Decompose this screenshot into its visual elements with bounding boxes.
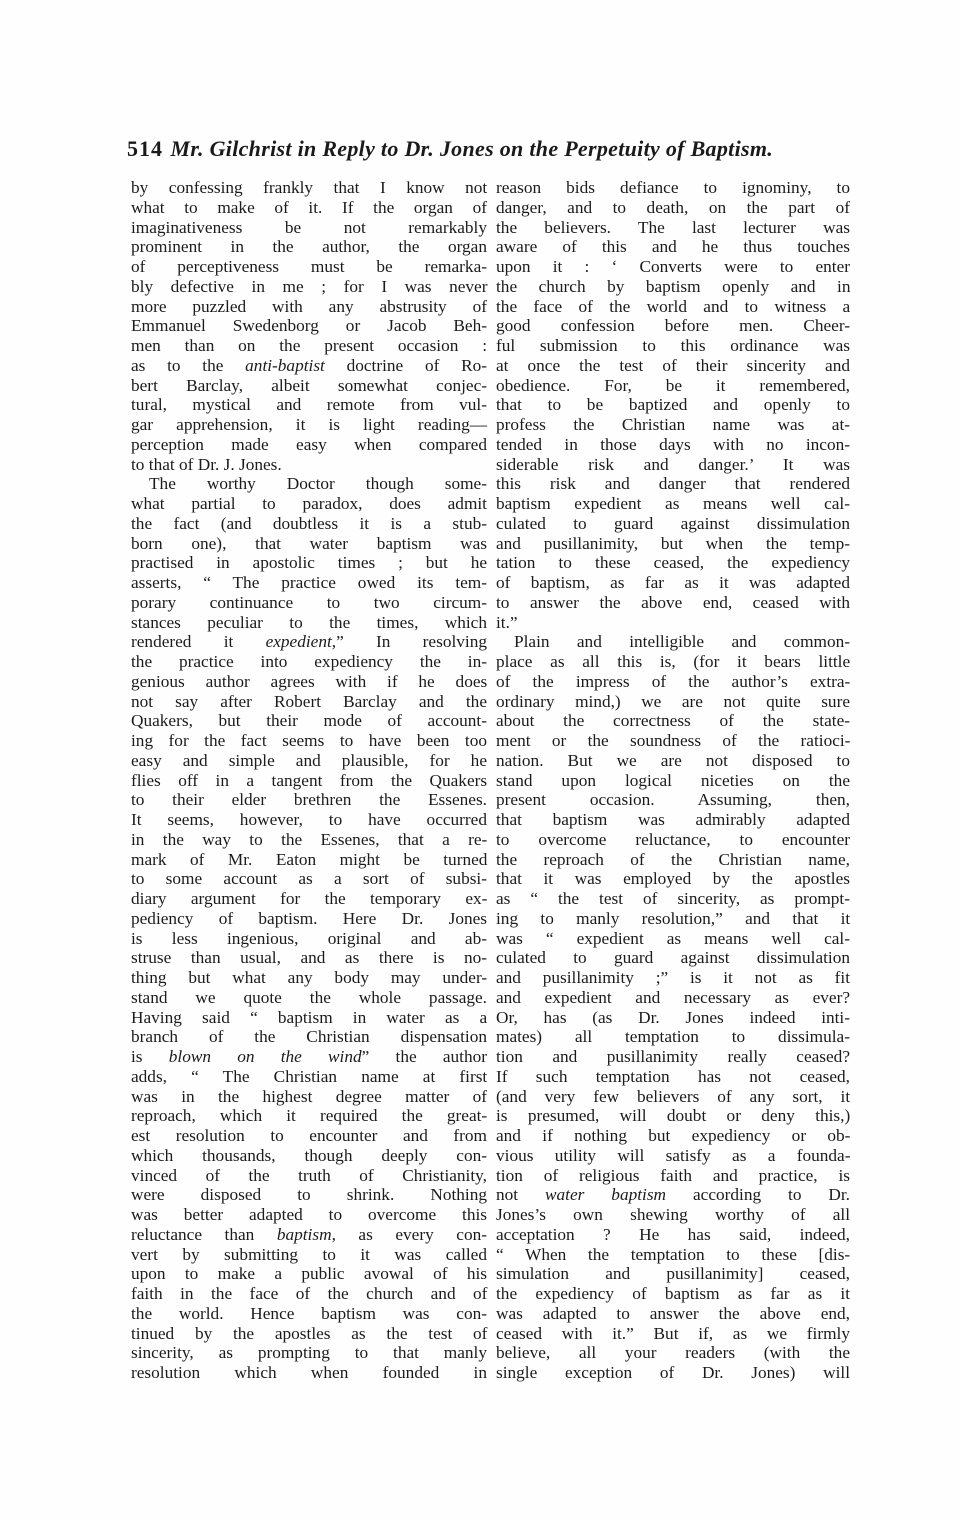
line-text: thing but what any body may under-	[131, 968, 488, 987]
line-text: and pusillanimity ;” is it not as fit	[496, 968, 850, 987]
text-line	[131, 1363, 487, 1383]
text-line	[131, 395, 487, 415]
text-line	[131, 376, 487, 396]
line-text: perception made easy when compared	[131, 434, 487, 454]
text-line	[131, 692, 487, 712]
text-line	[131, 1343, 487, 1363]
line-text: vious utility will satisfy as a founda-	[496, 1145, 851, 1165]
line-text: which thousands, though deeply con-	[131, 1145, 487, 1165]
line-text: ordinary mind,) we are not quite sure	[496, 691, 850, 711]
line-text: reluctance than	[131, 1224, 277, 1244]
line-text: If such temptation has not ceased,	[496, 1066, 850, 1086]
text-line	[496, 1245, 850, 1265]
line-text: the practice into expediency the in-	[131, 652, 487, 671]
line-text-after: ” In resolving	[336, 632, 487, 652]
text-line	[496, 948, 850, 968]
line-text: faith in the face of the church and of	[131, 1284, 488, 1303]
text-line	[131, 297, 487, 317]
text-line	[131, 850, 487, 870]
line-text: ment or the soundness of the ratioci-	[496, 731, 851, 750]
text-line	[131, 1087, 487, 1107]
line-text: easy and simple and plausible, for he	[131, 750, 487, 770]
text-line	[496, 573, 850, 593]
text-line	[131, 1126, 487, 1146]
line-text: siderable risk and danger.’ It was	[496, 454, 850, 474]
text-line	[131, 830, 487, 850]
text-line	[496, 1126, 850, 1146]
line-text: aware of this and he thus touches	[496, 237, 850, 257]
text-line	[496, 198, 850, 218]
text-line	[496, 1284, 850, 1304]
text-line	[496, 850, 850, 870]
text-line	[496, 1343, 850, 1363]
text-line	[131, 198, 487, 218]
line-text: adds, “ The Christian name at first	[131, 1066, 488, 1086]
line-text: resolution which when founded in	[131, 1363, 487, 1382]
line-text: as to the	[131, 355, 246, 375]
line-text: genious author agrees with if he does	[131, 671, 488, 691]
line-text: of the impress of the author’s extra-	[496, 671, 851, 691]
line-text: imaginativeness be not remarkably	[131, 217, 487, 237]
text-line	[496, 494, 850, 514]
text-line	[496, 297, 850, 317]
text-line	[131, 593, 487, 613]
line-text: was better adapted to overcome this	[131, 1205, 487, 1224]
line-text: tended in those days with no incon-	[496, 434, 850, 454]
text-line	[131, 810, 487, 830]
line-text: the reproach of the Christian name,	[496, 849, 850, 869]
line-text: upon it : ‘ Converts were to enter	[496, 257, 850, 276]
text-line	[131, 771, 487, 791]
text-line	[131, 178, 487, 198]
line-text: the expediency of baptism as far as it	[496, 1284, 850, 1303]
line-text: ing to manly resolution,” and that it	[496, 908, 851, 928]
line-text-after: , as every con-	[331, 1224, 487, 1244]
text-line	[496, 553, 850, 573]
left-column	[131, 178, 487, 1383]
text-line	[496, 376, 850, 396]
text-line	[131, 415, 487, 435]
text-line	[131, 889, 487, 909]
text-line	[131, 1027, 487, 1047]
line-text: culated to guard against dissimulation	[496, 513, 850, 533]
text-line	[131, 494, 487, 514]
text-line	[496, 790, 850, 810]
line-text: ing for the fact seems to have been too	[131, 731, 487, 750]
line-text: Jones’s own shewing worthy of all	[496, 1205, 850, 1224]
italic-text: baptism	[276, 1224, 332, 1244]
italic-text: blown on the wind	[168, 1047, 362, 1066]
text-line	[496, 316, 850, 336]
right-column	[496, 178, 850, 1383]
text-line	[496, 1324, 850, 1344]
line-text: “ When the temptation to these [dis-	[496, 1244, 851, 1264]
italic-text: anti-baptist	[245, 355, 325, 375]
line-text: the believers. The last lecturer was	[496, 217, 850, 237]
text-line	[496, 1067, 850, 1087]
text-line	[496, 632, 850, 652]
text-line	[131, 316, 487, 336]
line-text: place as all this is, (for it bears little	[496, 652, 851, 671]
line-text: present occasion. Assuming, then,	[496, 790, 850, 810]
line-text: as “ the test of sincerity, as prompt-	[496, 889, 850, 908]
text-line	[131, 1166, 487, 1186]
line-text: of perceptiveness must be remarka-	[131, 257, 487, 276]
text-line	[496, 178, 850, 198]
line-text: stand we quote the whole passage.	[131, 987, 487, 1007]
line-text: (and very few believers of any sort, it	[496, 1086, 851, 1106]
text-line	[496, 692, 850, 712]
text-line	[131, 1047, 487, 1067]
line-text: The worthy Doctor though some-	[149, 474, 487, 494]
line-text: struse than usual, and as there is no-	[131, 948, 487, 968]
line-text: tion and pusillanimity really ceased?	[496, 1047, 850, 1066]
text-line	[131, 1324, 487, 1344]
text-line	[496, 534, 850, 554]
line-text: Emmanuel Swedenborg or Jacob Beh-	[131, 316, 487, 336]
line-text: Quakers, but their mode of account-	[131, 711, 487, 731]
text-line	[496, 1185, 850, 1205]
line-text: culated to guard against dissimulation	[496, 948, 850, 968]
text-line	[131, 277, 487, 297]
text-line	[131, 435, 487, 455]
text-line	[496, 218, 850, 238]
text-line	[496, 257, 850, 277]
line-text: branch of the Christian dispensation	[131, 1027, 487, 1047]
text-line	[496, 1264, 850, 1284]
line-text-after: doctrine of Ro-	[324, 355, 487, 375]
line-text: to some account as a sort of subsi-	[131, 869, 487, 889]
text-line	[131, 869, 487, 889]
line-text: what partial to paradox, does admit	[131, 494, 487, 513]
line-text: not say after Robert Barclay and the	[131, 691, 487, 711]
line-text: bert Barclay, albeit somewhat conjec-	[131, 375, 487, 395]
line-text: more puzzled with any abstrusity of	[131, 296, 487, 316]
line-text: It seems, however, to have occurred	[131, 810, 487, 829]
text-line	[131, 731, 487, 751]
text-line	[496, 830, 850, 850]
text-line	[131, 929, 487, 949]
text-line	[131, 790, 487, 810]
text-line	[131, 948, 487, 968]
line-text: asserts, “ The practice owed its tem-	[131, 573, 487, 592]
text-line	[131, 1205, 487, 1225]
line-text: and expedient and necessary as ever?	[496, 987, 850, 1007]
text-line	[496, 711, 850, 731]
text-line	[496, 435, 850, 455]
text-line	[131, 1284, 487, 1304]
line-text: profess the Christian name was at-	[496, 415, 850, 434]
line-text: to their elder brethren the Essenes.	[131, 790, 487, 810]
line-text: baptism expedient as means well cal-	[496, 494, 850, 513]
line-text: in the way to the Essenes, that a re-	[131, 829, 488, 849]
line-text: stances peculiar to the times, which	[131, 612, 487, 632]
text-line	[496, 889, 850, 909]
line-text: it.”	[496, 612, 518, 632]
text-line	[496, 237, 850, 257]
text-line	[131, 1264, 487, 1284]
text-line	[131, 1067, 487, 1087]
text-line	[496, 771, 850, 791]
text-line	[496, 672, 850, 692]
text-line	[131, 356, 487, 376]
line-text: is less ingenious, original and ab-	[131, 928, 487, 948]
line-text: was in the highest degree matter of	[131, 1086, 487, 1106]
text-line	[131, 988, 487, 1008]
text-line	[496, 395, 850, 415]
line-text: porary continuance to two circum-	[131, 592, 487, 612]
line-text: mark of Mr. Eaton might be turned	[131, 849, 488, 869]
line-text: Plain and intelligible and common-	[514, 632, 850, 652]
text-line	[131, 1245, 487, 1265]
text-line	[496, 1087, 850, 1107]
text-line	[131, 553, 487, 573]
text-line	[131, 1304, 487, 1324]
text-line	[131, 1146, 487, 1166]
line-text: acceptation ? He has said, indeed,	[496, 1224, 850, 1244]
line-text: good confession before men. Cheer-	[496, 316, 850, 336]
line-text: sincerity, as prompting to that manly	[131, 1343, 487, 1363]
text-line	[496, 277, 850, 297]
text-line	[496, 929, 850, 949]
line-text: simulation and pusillanimity] ceased,	[496, 1264, 850, 1284]
line-text: was adapted to answer the above end,	[496, 1303, 850, 1323]
line-text: tinued by the apostles as the test of	[131, 1323, 488, 1343]
line-text: bly defective in me ; for I was never	[131, 276, 488, 296]
line-text: reproach, which it required the great-	[131, 1106, 488, 1126]
text-line	[131, 711, 487, 731]
line-text-after: according to Dr.	[666, 1185, 850, 1205]
text-line	[496, 356, 850, 376]
text-line	[131, 218, 487, 238]
line-text: practised in apostolic times ; but he	[131, 553, 487, 573]
text-line	[496, 455, 850, 475]
text-line	[131, 1225, 487, 1245]
line-text: prominent in the author, the organ	[131, 237, 487, 257]
text-line	[131, 1185, 487, 1205]
text-line	[131, 652, 487, 672]
text-line	[496, 1146, 850, 1166]
text-line	[496, 968, 850, 988]
text-line	[496, 810, 850, 830]
line-text: tation to these ceased, the expediency	[496, 553, 851, 573]
text-line	[131, 534, 487, 554]
text-line	[496, 613, 850, 633]
line-text: tural, mystical and remote from vul-	[131, 395, 487, 415]
line-text: obedience. For, be it remembered,	[496, 375, 850, 395]
text-line	[131, 909, 487, 929]
line-text: that it was employed by the apostles	[496, 869, 850, 889]
line-text: gar apprehension, it is light reading—	[131, 415, 488, 434]
line-text: reason bids defiance to ignominy, to	[496, 178, 850, 197]
text-line	[496, 514, 850, 534]
text-line	[496, 1363, 850, 1383]
line-text: the world. Hence baptism was con-	[131, 1303, 487, 1323]
line-text: flies off in a tangent from the Quakers	[131, 770, 488, 790]
text-line	[131, 1106, 487, 1126]
text-line	[496, 751, 850, 771]
line-text: ceased with it.” But if, as we firmly	[496, 1323, 850, 1343]
text-line	[131, 514, 487, 534]
running-title: Mr. Gilchrist in Reply to Dr. Jones on the Perpetuity of Baptism.	[170, 136, 774, 161]
line-text: this risk and danger that rendered	[496, 474, 850, 494]
line-text: that baptism was admirably adapted	[496, 810, 850, 829]
text-line	[496, 988, 850, 1008]
line-text: men than on the present occasion :	[131, 336, 487, 355]
text-line	[496, 909, 850, 929]
line-text: est resolution to encounter and from	[131, 1126, 487, 1145]
line-text: Or, has (as Dr. Jones indeed inti-	[496, 1007, 850, 1027]
text-line	[131, 1008, 487, 1028]
text-line	[496, 336, 850, 356]
line-text: is	[131, 1047, 169, 1066]
line-text: upon to make a public avowal of his	[131, 1264, 488, 1284]
line-text: born one), that water baptism was	[131, 533, 487, 553]
text-line	[496, 1225, 850, 1245]
line-text: danger, and to death, on the part of	[496, 197, 850, 217]
line-text: and pusillanimity, but when the temp-	[496, 533, 850, 553]
text-line	[496, 1027, 850, 1047]
italic-text: water baptism	[545, 1185, 667, 1205]
line-text: and if nothing but expediency or ob-	[496, 1126, 851, 1145]
line-text: rendered it	[131, 632, 266, 652]
text-line	[131, 573, 487, 593]
text-line	[496, 1106, 850, 1126]
line-text: what to make of it. If the organ of	[131, 197, 487, 217]
line-text: of baptism, as far as it was adapted	[496, 573, 850, 592]
text-line	[131, 632, 487, 652]
line-text: by confessing frankly that I know not	[131, 178, 488, 197]
italic-text: expedient,	[265, 632, 337, 652]
line-text: nation. But we are not disposed to	[496, 750, 850, 770]
text-line	[496, 1205, 850, 1225]
line-text: not	[496, 1185, 546, 1205]
line-text: the fact (and doubtless it is a stub-	[131, 513, 487, 533]
text-line	[496, 1047, 850, 1067]
text-line	[496, 652, 850, 672]
text-line	[496, 1008, 850, 1028]
line-text: to that of Dr. J. Jones.	[131, 454, 282, 474]
text-line	[131, 474, 487, 494]
line-text: mates) all temptation to dissimula-	[496, 1027, 850, 1047]
line-text: the church by baptism openly and in	[496, 276, 851, 296]
text-line	[496, 731, 850, 751]
line-text: that to be baptized and openly to	[496, 395, 850, 415]
text-line	[131, 968, 487, 988]
text-line	[131, 751, 487, 771]
line-text: the face of the world and to witness a	[496, 296, 851, 316]
line-text: vinced of the truth of Christianity,	[131, 1165, 487, 1185]
page-number: 514	[127, 136, 163, 161]
line-text: is presumed, will doubt or deny this,)	[496, 1106, 851, 1126]
line-text: pediency of baptism. Here Dr. Jones	[131, 908, 487, 928]
line-text: single exception of Dr. Jones) will	[496, 1363, 850, 1382]
text-line	[131, 613, 487, 633]
text-line	[131, 257, 487, 277]
line-text: at once the test of their sincerity and	[496, 355, 850, 375]
line-text: vert by submitting to it was called	[131, 1244, 487, 1264]
line-text: ful submission to this ordinance was	[496, 336, 850, 355]
line-text: believe, all your readers (with the	[496, 1343, 850, 1363]
text-line	[131, 237, 487, 257]
line-text: were disposed to shrink. Nothing	[131, 1185, 487, 1205]
line-text: to overcome reluctance, to encounter	[496, 829, 850, 849]
line-text: was “ expedient as means well cal-	[496, 928, 850, 948]
line-text: to answer the above end, ceased with	[496, 592, 850, 612]
text-line	[131, 455, 487, 475]
line-text-after: ” the author	[361, 1047, 487, 1066]
text-line	[496, 1166, 850, 1186]
line-text: stand upon logical niceties on the	[496, 770, 850, 790]
text-line	[131, 672, 487, 692]
running-header	[127, 136, 847, 166]
line-text: tion of religious faith and practice, is	[496, 1165, 850, 1185]
line-text: diary argument for the temporary ex-	[131, 889, 488, 908]
text-line	[496, 1304, 850, 1324]
text-line	[496, 593, 850, 613]
line-text: about the correctness of the state-	[496, 711, 850, 731]
line-text: Having said “ baptism in water as a	[131, 1007, 488, 1027]
text-line	[131, 336, 487, 356]
text-line	[496, 474, 850, 494]
text-line	[496, 415, 850, 435]
text-line	[496, 869, 850, 889]
